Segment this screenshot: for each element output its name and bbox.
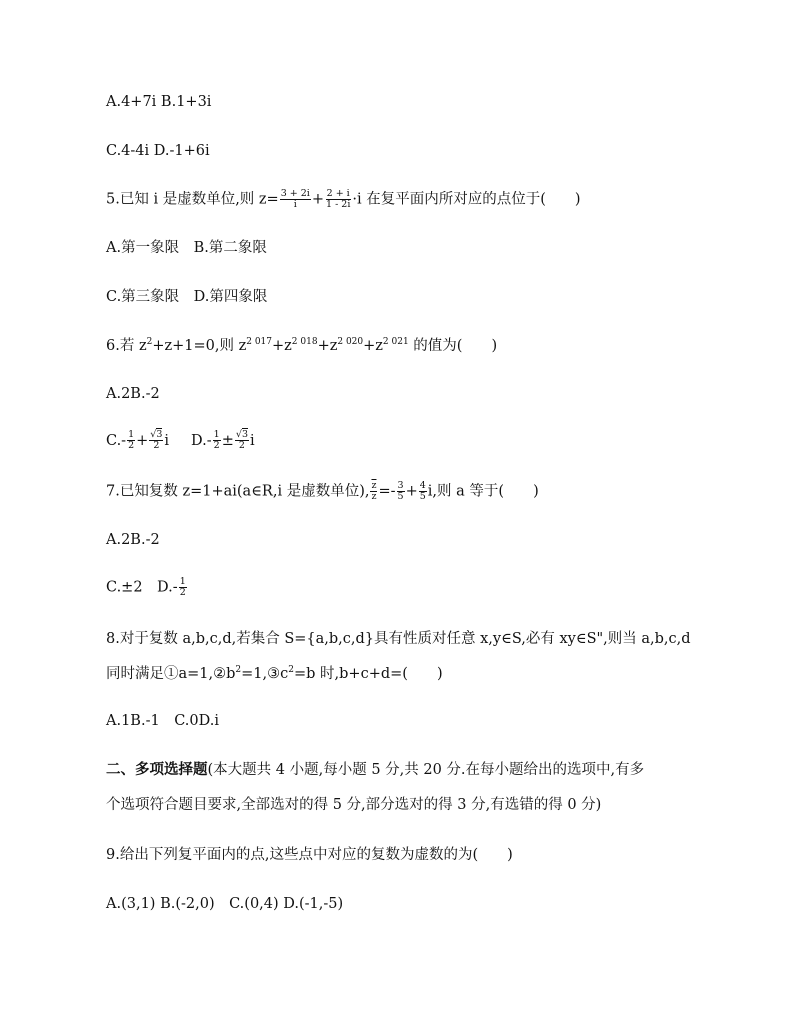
q4-options-row2: C.4-4i D.-1+6i (106, 143, 210, 159)
q7-options-row1: A.2B.-2 (106, 532, 160, 548)
question-7-stem: 7.已知复数 z=1+ai(a∈R,i 是虚数单位), $\frac{\overline{z}}{z}$ =- $\frac{3}{5}$ + $\frac{4}{5}$ i,则 a 等于( ) (106, 480, 539, 502)
question-5-stem: 5.已知 i 是虚数单位,则 z= $\frac{3 + 2i}{i}$ + $\frac{2 + i}{1 - 2i}$ ·i 在复平面内所对应的点位于( ) (106, 188, 581, 210)
q5-suffix: ·i 在复平面内所对应的点位于( ) (352, 191, 581, 208)
question-8-line2: 同时满足$①a=1,②b^2=1,③c^2=b$ 时,b+c+d=( ) (106, 665, 443, 682)
q6-options-row1: A.2B.-2 (106, 386, 160, 402)
q5-fraction-2: $\frac{2 + i}{1 - 2i}$ (326, 188, 351, 210)
section-2-desc2: 个选项符合题目要求,全部选对的得 5 分,部分选对的得 3 分,有选错的得 0 分) (106, 797, 602, 813)
section-2-title: 二、多项选择题 (106, 761, 208, 778)
section-2-header (106, 760, 644, 780)
q6-option-d: D.- $\frac{1}{2}$ ± $\frac{√3}{2}$ i (191, 429, 255, 451)
section-2-desc1: (本大题共 4 小题,每小题 5 分,共 20 分.在每小题给出的选项中,有多 (207, 762, 645, 778)
q6-options-row2 (106, 430, 255, 451)
question-8-line1: 8.对于复数 a,b,c,d,若集合 S={a,b,c,d}具有性质对任意 x,y∈S,必有 xy∈S",则当 a,b,c,d (106, 631, 691, 647)
q7-zbar-over-z: $\frac{\overline{z}}{z}$ (371, 480, 377, 502)
q5-prefix: 5.已知 i 是虚数单位,则 z= (106, 191, 279, 208)
q9-options: A.(3,1) B.(-2,0) C.(0,4) D.(-1,-5) (106, 896, 344, 912)
question-9-stem: 9.给出下列复平面内的点,这些点中对应的复数为虚数的为( ) (106, 847, 513, 863)
question-6-stem: 6.若 $z^2+z+1=0$,则 $z^{2 017}+z^{2 018}+z^{2 020}+z^{2 021}$ 的值为( ) (106, 337, 498, 354)
q6-option-c: C.- $\frac{1}{2}$ + $\frac{√3}{2}$ i (106, 429, 170, 451)
q7-options-row2: C.±2 D.- $\frac{1}{2}$ (106, 576, 186, 598)
q4-options-row1: A.4+7i B.1+3i (106, 94, 212, 110)
q5-fraction-1: $\frac{3 + 2i}{i}$ (280, 188, 310, 210)
q5-options-row1: A.第一象限 B.第二象限 (106, 240, 267, 256)
q5-options-row2: C.第三象限 D.第四象限 (106, 289, 268, 305)
q8-options: A.1B.-1 C.0D.i (106, 713, 219, 729)
